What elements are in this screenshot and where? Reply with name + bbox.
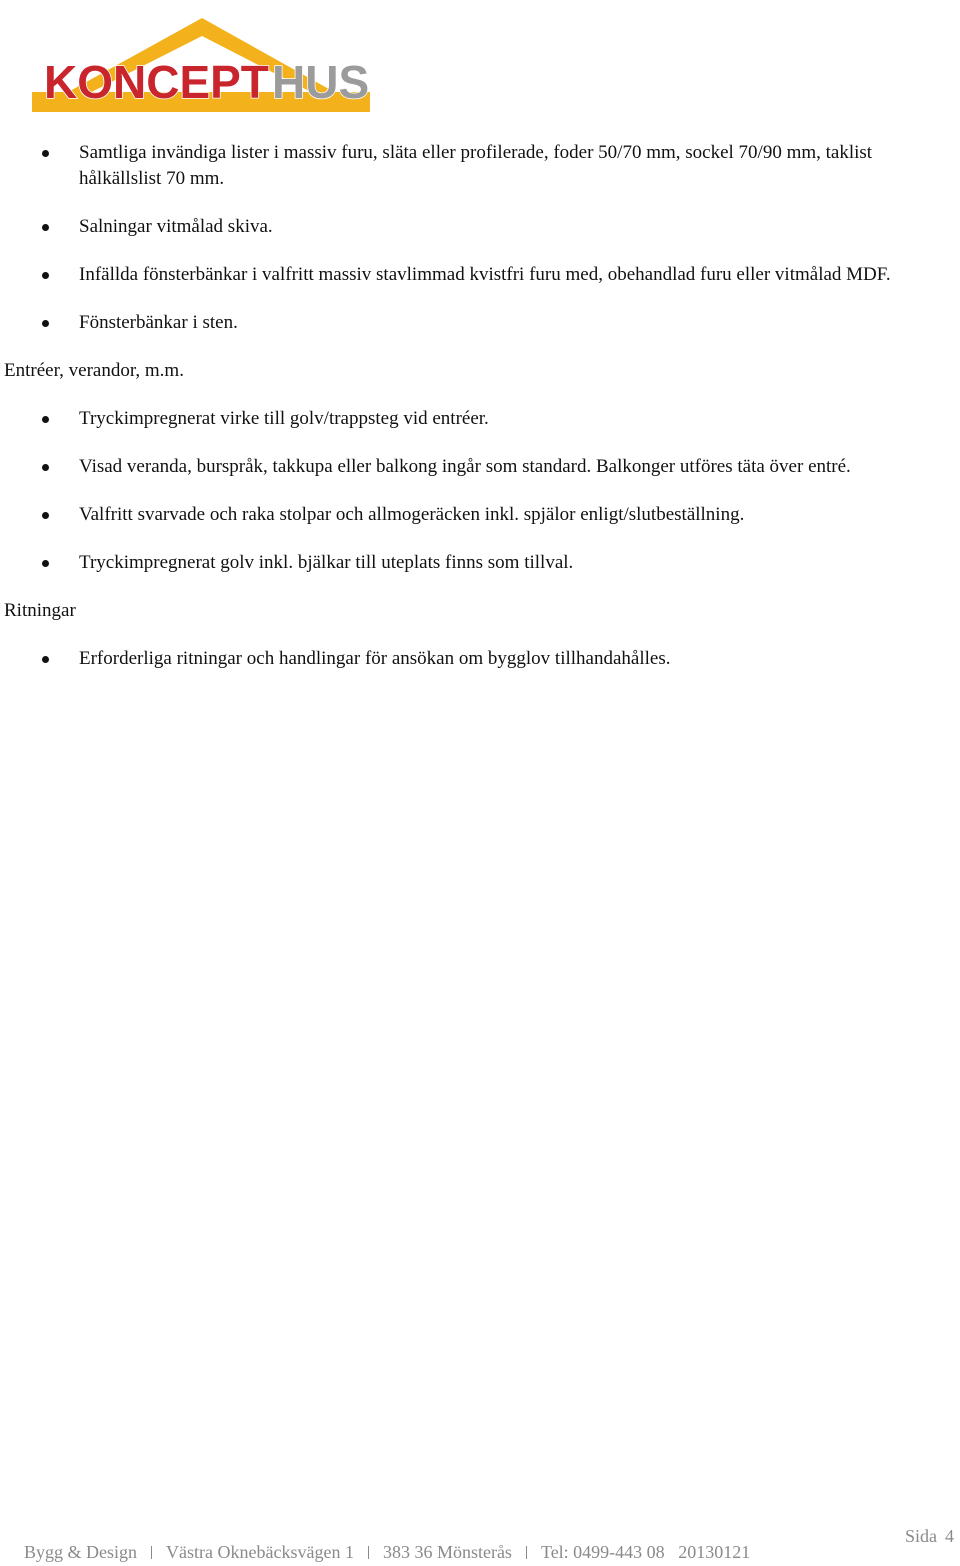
page-number-value: 4 xyxy=(945,1526,954,1546)
list-item: Salningar vitmålad skiva. xyxy=(0,214,960,240)
list-item: Erforderliga ritningar och handlingar för ansökan om bygglov tillhandahålles. xyxy=(0,646,960,672)
logo-text-left: KONCEPT xyxy=(44,56,269,108)
page-label: Sida xyxy=(904,1526,937,1546)
logo-text-right: HUS xyxy=(272,56,370,108)
footer-address: Västra Oknebäcksvägen 1 xyxy=(166,1542,354,1562)
page-number xyxy=(897,1526,954,1547)
list-item: Tryckimpregnerat golv inkl. bjälkar till uteplats finns som tillval. xyxy=(0,550,960,576)
list-item: Samtliga invändiga lister i massiv furu, släta eller profilerade, foder 50/70 mm, sockel 70/90 mm, taklist hålkällslist 70 mm. xyxy=(0,140,960,192)
koncepthus-logo xyxy=(28,16,374,116)
footer-postal: 383 36 Mönsterås xyxy=(382,1542,512,1562)
footer-separator xyxy=(526,1546,527,1559)
section-heading: Entréer, verandor, m.m. xyxy=(4,360,184,381)
footer-separator xyxy=(151,1546,152,1559)
list-item: Valfritt svarvade och raka stolpar och allmogeräcken inkl. spjälor enligt/slutbeställning. xyxy=(0,502,960,528)
list-item: Infällda fönsterbänkar i valfritt massiv stavlimmad kvistfri furu med, obehandlad furu eller vitmålad MDF. xyxy=(0,262,960,288)
section-heading: Ritningar xyxy=(4,600,76,621)
footer-company: Bygg & Design xyxy=(24,1542,138,1562)
footer-separator xyxy=(368,1546,369,1559)
footer-date: 20130121 xyxy=(678,1542,751,1562)
list-item: Visad veranda, burspråk, takkupa eller balkong ingår som standard. Balkonger utföres täta över entré. xyxy=(0,454,960,480)
logo-graphic xyxy=(28,16,374,116)
list-item: Fönsterbänkar i sten. xyxy=(0,310,960,336)
footer-phone: Tel: 0499-443 08 xyxy=(540,1542,665,1562)
document-body xyxy=(0,140,960,694)
page-footer xyxy=(24,1542,750,1563)
list-item: Tryckimpregnerat virke till golv/trappsteg vid entréer. xyxy=(0,406,960,432)
